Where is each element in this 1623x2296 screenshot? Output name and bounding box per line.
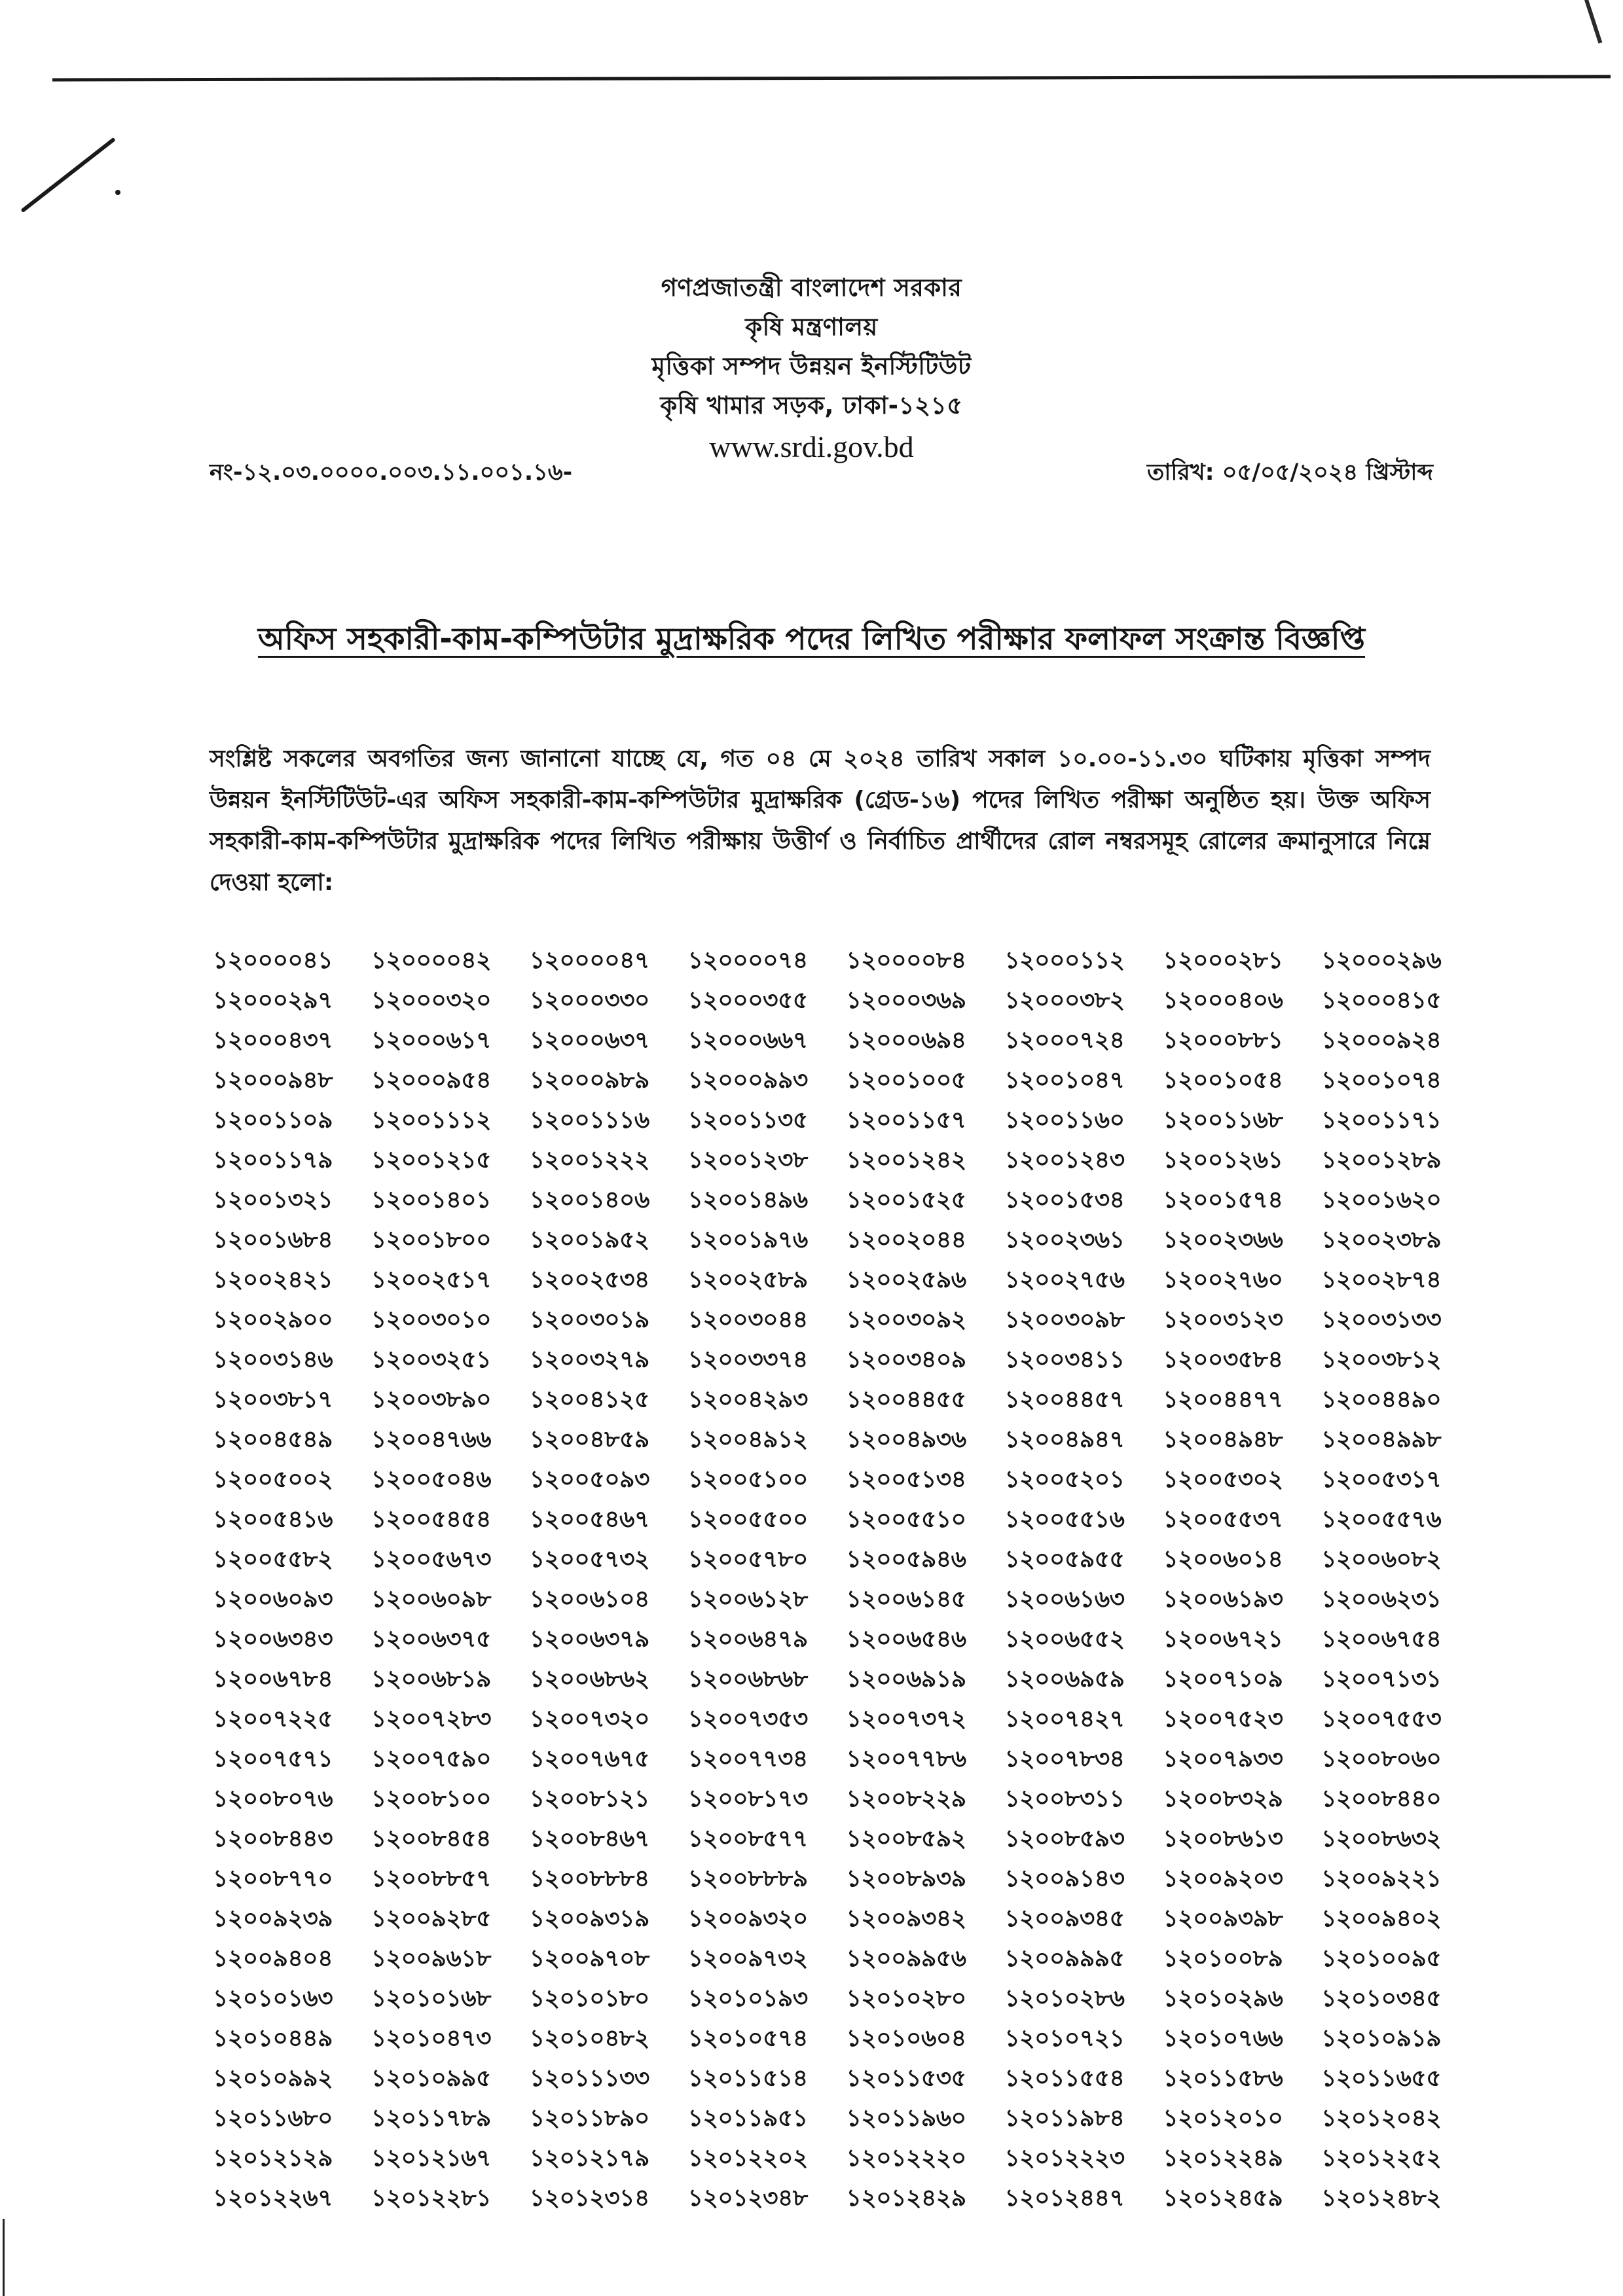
roll-number: ১২০০৩১৩৩ xyxy=(1321,1306,1442,1333)
roll-number: ১২০০০২৮১ xyxy=(1163,947,1283,974)
roll-number: ১২০০০৬৬৭ xyxy=(687,1027,808,1054)
roll-number: ১২০০১৪০৬ xyxy=(529,1187,649,1213)
roll-number: ১২০০৬৩৭৫ xyxy=(371,1626,492,1653)
roll-number: ১২০১১১৩৩ xyxy=(529,2065,649,2092)
roll-number: ১২০০৭৩৭২ xyxy=(846,1706,966,1732)
roll-number: ১২০০৮১২১ xyxy=(529,1785,649,1812)
roll-number: ১২০০৩৩৭৪ xyxy=(687,1346,808,1373)
roll-number: ১২০০৮৬১৩ xyxy=(1163,1825,1283,1852)
roll-number: ১২০০১৫৩৪ xyxy=(1004,1187,1125,1213)
roll-number: ১২০০৭২৮৩ xyxy=(371,1706,492,1732)
roll-number: ১২০০৬০৯৩ xyxy=(213,1586,333,1613)
roll-number: ১২০০৩১৪৬ xyxy=(213,1346,333,1373)
roll-number: ১২০০৫১০০ xyxy=(687,1466,808,1493)
roll-number: ১২০১০৪৭৩ xyxy=(371,2025,491,2052)
roll-number: ১২০০৯৩১৯ xyxy=(529,1905,649,1932)
roll-number: ১২০০২৫১৭ xyxy=(371,1266,491,1293)
roll-number: ১২০১০১৬৮ xyxy=(371,1985,491,2012)
roll-number: ১২০১১৬৮০ xyxy=(213,2105,333,2132)
roll-number: ১২০০৫৭৩২ xyxy=(529,1546,649,1573)
roll-number: ১২০০৭৩২০ xyxy=(529,1706,649,1732)
roll-number: ১২০০৮৫৯২ xyxy=(846,1825,966,1852)
roll-number: ১২০০০৪১৫ xyxy=(1321,987,1442,1014)
roll-number: ১২০১১৫৮৬ xyxy=(1163,2065,1283,2092)
roll-number: ১২০০২৫৩৪ xyxy=(529,1266,649,1293)
roll-number: ১২০০৪৮৫৯ xyxy=(529,1426,649,1453)
scan-corner-mark xyxy=(1584,0,1602,44)
roll-number: ১২০১২১৭৯ xyxy=(529,2145,649,2172)
roll-number: ১২০০৯৬১৮ xyxy=(371,1945,491,1972)
roll-number: ১২০০৭৫৫৩ xyxy=(1321,1706,1442,1732)
roll-number: ১২০০৫৩১৭ xyxy=(1321,1466,1442,1493)
roll-number: ১২০০০০৪৭ xyxy=(529,947,649,974)
roll-number: ১২০০১৫২৫ xyxy=(846,1187,966,1213)
roll-number: ১২০১০২৮৬ xyxy=(1004,1985,1125,2012)
roll-number: ১২০০৭৬৭৫ xyxy=(529,1746,649,1772)
roll-number: ১২০০৮১৭৩ xyxy=(687,1785,808,1812)
roll-number: ১২০০৫৫৩৭ xyxy=(1163,1506,1283,1533)
roll-number: ১২০০৬৫৪৬ xyxy=(846,1626,966,1653)
roll-number: ১২০১২০১০ xyxy=(1163,2105,1283,2132)
roll-number: ১২০০১২৬১ xyxy=(1163,1147,1283,1174)
roll-number: ১২০০৩২৫১ xyxy=(371,1346,491,1373)
roll-number: ১২০০৯২৩৯ xyxy=(213,1905,333,1932)
roll-number: ১২০০০৯২৪ xyxy=(1321,1027,1442,1054)
roll-number: ১২০০০২৯৭ xyxy=(213,987,333,1014)
top-rule-line xyxy=(52,75,1611,82)
roll-number: ১২০০০০৪২ xyxy=(371,947,492,974)
roll-number: ১২০০২০৪৪ xyxy=(846,1227,966,1253)
roll-number: ১২০০৫৫৮২ xyxy=(213,1546,333,1573)
roll-number: ১২০০০১১২ xyxy=(1004,947,1125,974)
roll-number: ১২০০৮৭৭০ xyxy=(213,1865,333,1892)
roll-number: ১২০০৬৮৬৮ xyxy=(687,1666,808,1693)
roll-number: ১২০০১৬২০ xyxy=(1321,1187,1442,1213)
roll-number: ১২০০৪৯৯৮ xyxy=(1321,1426,1442,1453)
roll-number: ১২০০০৩৫৫ xyxy=(687,987,808,1014)
roll-number: ১২০০৩০৯২ xyxy=(846,1306,966,1333)
notice-title: অফিস সহকারী-কাম-কম্পিউটার মুদ্রাক্ষরিক পদের লিখিত পরীক্ষার ফলাফল সংক্রান্ত বিজ্ঞপ্তি xyxy=(257,621,1366,657)
roll-number: ১২০০৫৫৭৬ xyxy=(1321,1506,1442,1533)
letterhead xyxy=(0,268,1623,469)
roll-number: ১২০১১৯৬০ xyxy=(846,2105,966,2132)
roll-number: ১২০০৬১০৪ xyxy=(529,1586,649,1613)
roll-number: ১২০০৯৯৫৬ xyxy=(846,1945,966,1972)
roll-number-grid xyxy=(213,941,1480,2218)
roll-number: ১২০০১১১৬ xyxy=(529,1107,649,1134)
roll-number: ১২০১১৭৮৯ xyxy=(371,2105,491,2132)
roll-number: ১২০০১১৩৫ xyxy=(687,1107,808,1134)
roll-number: ১২০০০৯৫৪ xyxy=(371,1067,491,1094)
roll-number: ১২০০৭৫২৩ xyxy=(1163,1706,1283,1732)
roll-number: ১২০০৬৫৫২ xyxy=(1004,1626,1125,1653)
roll-number: ১২০০৪৭৬৬ xyxy=(371,1426,492,1453)
roll-number: ১২০০০৭২৪ xyxy=(1004,1027,1125,1054)
roll-number: ১২০১২২৪৯ xyxy=(1163,2145,1283,2172)
roll-number: ১২০১০৯১৯ xyxy=(1321,2025,1442,2052)
roll-number: ১২০০৫৫০০ xyxy=(687,1506,808,1533)
roll-number: ১২০০৪৯১২ xyxy=(687,1426,808,1453)
roll-number: ১২০০৭১০৯ xyxy=(1163,1666,1283,1693)
roll-number: ১২০১০০৮৯ xyxy=(1163,1945,1283,1972)
roll-number: ১২০১০৪৪৯ xyxy=(213,2025,333,2052)
roll-number: ১২০০১০৪৭ xyxy=(1004,1067,1125,1094)
roll-number: ১২০০৯৭০৮ xyxy=(529,1945,649,1972)
roll-number: ১২০০৬৮৬২ xyxy=(529,1666,649,1693)
roll-number: ১২০১১৫৩৫ xyxy=(846,2065,966,2092)
roll-number: ১২০০৩৮১৭ xyxy=(213,1386,333,1413)
roll-number: ১২০০৬০৮২ xyxy=(1321,1546,1442,1573)
roll-number: ১২০১০৭২১ xyxy=(1004,2025,1125,2052)
roll-number: ১২০০৪৯৪৮ xyxy=(1163,1426,1283,1453)
roll-number: ১২০০২৪২১ xyxy=(213,1266,333,1293)
roll-number: ১২০০৯৭৩২ xyxy=(687,1945,808,1972)
roll-number: ১২০০৯৪০৪ xyxy=(213,1945,333,1972)
roll-number: ১২০০৬০১৪ xyxy=(1163,1546,1283,1573)
roll-number: ১২০০৮৮৮৯ xyxy=(687,1865,808,1892)
roll-number: ১২০১২২০২ xyxy=(687,2145,808,2172)
roll-number: ১২০০৮৪৬৭ xyxy=(529,1825,649,1852)
roll-number: ১২০১০৫৭৪ xyxy=(687,2025,808,2052)
roll-number: ১২০০৩১২৩ xyxy=(1163,1306,1283,1333)
roll-number: ১২০১০৭৬৬ xyxy=(1163,2025,1283,2052)
roll-number: ১২০০১০০৫ xyxy=(846,1067,966,1094)
roll-number: ১২০০৮৪৫৪ xyxy=(371,1825,491,1852)
roll-number: ১২০১০১৬৩ xyxy=(213,1985,333,2012)
roll-number: ১২০০৬২৩১ xyxy=(1321,1586,1442,1613)
roll-number: ১২০০০৯৪৮ xyxy=(213,1067,333,1094)
roll-number: ১২০০২৭৬০ xyxy=(1163,1266,1283,1293)
roll-number: ১২০০৯২০৩ xyxy=(1163,1865,1283,1892)
roll-number: ১২০১২৪৪৭ xyxy=(1004,2185,1125,2212)
institute-address: কৃষি খামার সড়ক, ঢাকা-১২১৫ xyxy=(660,391,963,420)
roll-number: ১২০০৩২৭৯ xyxy=(529,1346,649,1373)
roll-number: ১২০০০০৪১ xyxy=(213,947,333,974)
roll-number: ১২০০৮৫৯৩ xyxy=(1004,1825,1125,1852)
roll-number: ১২০০০৪৩৭ xyxy=(213,1027,333,1054)
institute-name: মৃত্তিকা সম্পদ উন্নয়ন ইনস্টিটিউট xyxy=(651,352,972,380)
roll-number: ১২০০৭৭৩৪ xyxy=(687,1746,808,1772)
ministry-name: কৃষি মন্ত্রণালয় xyxy=(745,313,878,341)
roll-number: ১২০০৬৭৮৪ xyxy=(213,1666,333,1693)
roll-number: ১২০০১২৩৮ xyxy=(687,1147,808,1174)
roll-number: ১২০০১০৫৪ xyxy=(1163,1067,1283,1094)
roll-number: ১২০০০৯৮৯ xyxy=(529,1067,649,1094)
roll-number: ১২০০৭৩৫৩ xyxy=(687,1706,808,1732)
roll-number: ১২০১২৩১৪ xyxy=(529,2185,649,2212)
roll-number: ১২০০৩০৯৮ xyxy=(1004,1306,1125,1333)
website-link[interactable]: www.srdi.gov.bd xyxy=(709,430,914,463)
roll-number: ১২০১১৯৮৪ xyxy=(1004,2105,1125,2132)
roll-number: ১২০০২৮৭৪ xyxy=(1321,1266,1442,1293)
roll-number: ১২০০৭১৩১ xyxy=(1321,1666,1442,1693)
roll-number: ১২০০০০৮৪ xyxy=(846,947,966,974)
notice-body: সংশ্লিষ্ট সকলের অবগতির জন্য জানানো যাচ্ছে যে, গত ০৪ মে ২০২৪ তারিখ সকাল ১০.০০-১১.৩০ ঘটিকায় মৃত্তিকা সম্পদ উন্নয়ন ইনস্টিটিউট-এর অফিস সহকারী-কাম-কম্পিউটার মুদ্রাক্ষরিক (গ্রেড-১৬) পদের লিখিত পরীক্ষা অনুষ্ঠিত হয়। উক্ত অফিস সহকারী-কাম-কম্পিউটার মুদ্রাক্ষরিক পদের লিখিত পরীক্ষায় উত্তীর্ণ ও নির্বাচিত প্রার্থীদের রোল নম্বরসমূহ রোলের ক্রমানুসারে নিম্নে দেওয়া হলো: xyxy=(210,745,1431,896)
roll-number: ১২০০৮৯৩৯ xyxy=(846,1865,966,1892)
roll-number: ১২০০২৩৮৯ xyxy=(1321,1227,1442,1253)
roll-number: ১২০০৬৩৪৩ xyxy=(213,1626,333,1653)
roll-number: ১২০০২৫৯৬ xyxy=(846,1266,966,1293)
roll-number: ১২০১২৪৫৯ xyxy=(1163,2185,1283,2212)
roll-number: ১২০০১৯৫২ xyxy=(529,1227,649,1253)
roll-number: ১২০০৫৫১৬ xyxy=(1004,1506,1125,1533)
roll-number: ১২০০৩০১৯ xyxy=(529,1306,649,1333)
roll-number: ১২০০৬৩৭৯ xyxy=(529,1626,649,1653)
roll-number: ১২০০০৬১৭ xyxy=(371,1027,492,1054)
roll-number: ১২০১২০৪২ xyxy=(1321,2105,1442,2132)
roll-number: ১২০০১১১২ xyxy=(371,1107,491,1134)
roll-number: ১২০০৮৫৭৭ xyxy=(687,1825,808,1852)
roll-number: ১২০০৮০৭৬ xyxy=(213,1785,333,1812)
roll-number: ১২০০৪১২৫ xyxy=(529,1386,649,1413)
roll-number: ১২০১১৮৯০ xyxy=(529,2105,649,2132)
roll-number: ১২০০৫৯৫৫ xyxy=(1004,1546,1125,1573)
memo-date: তারিখ: ০৫/০৫/২০২৪ খ্রিস্টাব্দ xyxy=(1146,459,1433,486)
roll-number: ১২০০৬৮১৯ xyxy=(371,1666,491,1693)
roll-number: ১২০১২২২৩ xyxy=(1004,2145,1125,2172)
govt-name: গণপ্রজাতন্ত্রী বাংলাদেশ সরকার xyxy=(661,274,962,302)
roll-number: ১২০০৮৩১১ xyxy=(1004,1785,1125,1812)
roll-number: ১২০০৯৩২০ xyxy=(687,1905,808,1932)
roll-number: ১২০০৭৭৮৬ xyxy=(846,1746,966,1772)
roll-number: ১২০১২৩৪৮ xyxy=(687,2185,808,2212)
roll-number: ১২০০৬৪৭৯ xyxy=(687,1626,808,1653)
roll-number: ১২০০২৩৬১ xyxy=(1004,1227,1125,1253)
roll-number: ১২০১১৬৫৫ xyxy=(1321,2065,1442,2092)
roll-number: ১২০০১৩২১ xyxy=(213,1187,333,1213)
roll-number: ১২০০৯৩৪৫ xyxy=(1004,1905,1125,1932)
roll-number: ১২০১০৬০৪ xyxy=(846,2025,966,2052)
roll-number: ১২০১০২৯৬ xyxy=(1163,1985,1283,2012)
roll-number: ১২০০৫০০২ xyxy=(213,1466,333,1493)
roll-number: ১২০০৪৪৫৫ xyxy=(846,1386,966,1413)
roll-number: ১২০০১১০৯ xyxy=(213,1107,333,1134)
roll-number: ১২০০৫০৯৩ xyxy=(529,1466,649,1493)
roll-number: ১২০০৯৩৪২ xyxy=(846,1905,966,1932)
roll-number: ১২০০৫৬৭৩ xyxy=(371,1546,492,1573)
roll-number: ১২০১০২৮০ xyxy=(846,1985,966,2012)
roll-number: ১২০০১৪৯৬ xyxy=(687,1187,808,1213)
roll-number: ১২০০৭৪২৭ xyxy=(1004,1706,1125,1732)
roll-number: ১২০০০৩২০ xyxy=(371,987,492,1014)
roll-number: ১২০১০১৮০ xyxy=(529,1985,649,2012)
roll-number: ১২০০৩৪০৯ xyxy=(846,1346,966,1373)
roll-number: ১২০০০২৯৬ xyxy=(1321,947,1442,974)
roll-number: ১২০০৬৯৫৯ xyxy=(1004,1666,1125,1693)
roll-number: ১২০০৬৯১৯ xyxy=(846,1666,966,1693)
roll-number: ১২০০৮৪৪৩ xyxy=(213,1825,333,1852)
roll-number: ১২০০১২২২ xyxy=(529,1147,649,1174)
roll-number: ১২০০০৩৬৯ xyxy=(846,987,966,1014)
roll-number: ১২০০৮৮৫৭ xyxy=(371,1865,491,1892)
roll-number: ১২০১২২৫২ xyxy=(1321,2145,1442,2172)
roll-number: ১২০০১১৫৭ xyxy=(846,1107,966,1134)
roll-number: ১২০০৭৫৯০ xyxy=(371,1746,491,1772)
roll-number: ১২০০৮১০০ xyxy=(371,1785,491,1812)
roll-number: ১২০০৫১৩৪ xyxy=(846,1466,966,1493)
roll-number: ১২০০৭২২৫ xyxy=(213,1706,333,1732)
roll-number: ১২০১২৪৮২ xyxy=(1321,2185,1442,2212)
roll-number: ১২০০৩৮১২ xyxy=(1321,1346,1442,1373)
roll-number: ১২০০৩৫৮৪ xyxy=(1163,1346,1283,1373)
roll-number: ১২০০৬৭৫৪ xyxy=(1321,1626,1442,1653)
roll-number: ১২০০৮৩২৯ xyxy=(1163,1785,1283,1812)
roll-number: ১২০০৭৫৭১ xyxy=(213,1746,333,1772)
roll-number: ১২০০৫৩০২ xyxy=(1163,1466,1283,1493)
roll-number: ১২০১০৩৪৫ xyxy=(1321,1985,1442,2012)
roll-number: ১২০০২৩৬৬ xyxy=(1163,1227,1283,1253)
roll-number: ১২০০৮৪৪০ xyxy=(1321,1785,1442,1812)
roll-number: ১২০১১৫১৪ xyxy=(687,2065,808,2092)
roll-number: ১২০০৬০৯৮ xyxy=(371,1586,491,1613)
roll-number: ১২০০৪৯৩৬ xyxy=(846,1426,966,1453)
roll-number: ১২০০০৩৩০ xyxy=(529,987,649,1014)
roll-number: ১২০০১২৮৯ xyxy=(1321,1147,1442,1174)
roll-number: ১২০০৯২২১ xyxy=(1321,1865,1442,1892)
roll-number: ১২০১২২৬৭ xyxy=(213,2185,333,2212)
roll-number: ১২০০৪৫৪৯ xyxy=(213,1426,333,1453)
roll-number: ১২০০৪৪৫৭ xyxy=(1004,1386,1125,1413)
roll-number: ১২০০৮২২৯ xyxy=(846,1785,966,1812)
roll-number: ১২০০৫৫১০ xyxy=(846,1506,966,1533)
roll-number: ১২০০১১৭৯ xyxy=(213,1147,333,1174)
roll-number: ১২০০১৯৭৬ xyxy=(687,1227,808,1253)
roll-number: ১২০০০০৭৪ xyxy=(687,947,808,974)
roll-number: ১২০০১২১৫ xyxy=(371,1147,491,1174)
roll-number: ১২০০১১৭১ xyxy=(1321,1107,1442,1134)
roll-number: ১২০০১২৪২ xyxy=(846,1147,966,1174)
roll-number: ১২০১০০৯৫ xyxy=(1321,1945,1442,1972)
roll-number: ১২০০৭৯৩৩ xyxy=(1163,1746,1283,1772)
roll-number: ১২০০৮০৬০ xyxy=(1321,1746,1442,1772)
roll-number: ১২০০০৩৮২ xyxy=(1004,987,1125,1014)
roll-number: ১২০১২৪২৯ xyxy=(846,2185,966,2212)
roll-number: ১২০১০৪৮২ xyxy=(529,2025,649,2052)
roll-number: ১২০০২৯০০ xyxy=(213,1306,333,1333)
roll-number: ১২০০১১৬৮ xyxy=(1163,1107,1283,1134)
roll-number: ১২০০৮৮৮৪ xyxy=(529,1865,649,1892)
roll-number: ১২০০৯৩৯৮ xyxy=(1163,1905,1283,1932)
roll-number: ১২০০৫২০১ xyxy=(1004,1466,1125,1493)
roll-number: ১২০০৬১৯৩ xyxy=(1163,1586,1283,1613)
roll-number: ১২০০৯১৪৩ xyxy=(1004,1865,1125,1892)
roll-number: ১২০০১৮০০ xyxy=(371,1227,491,1253)
roll-number: ১২০০৪৪৭৭ xyxy=(1163,1386,1283,1413)
pen-tick-mark xyxy=(20,137,116,213)
roll-number: ১২০০৪৪৯০ xyxy=(1321,1386,1442,1413)
roll-number: ১২০০৪৯৪৭ xyxy=(1004,1426,1125,1453)
roll-number: ১২০০৩০১০ xyxy=(371,1306,492,1333)
roll-number: ১২০০৪২৯৩ xyxy=(687,1386,808,1413)
roll-number: ১২০০০৪০৬ xyxy=(1163,987,1283,1014)
roll-number: ১২০০৭৮৩৪ xyxy=(1004,1746,1125,1772)
roll-number: ১২০০২৭৫৬ xyxy=(1004,1266,1125,1293)
roll-number: ১২০১০৯৯২ xyxy=(213,2065,333,2092)
scan-edge-mark xyxy=(3,2219,5,2296)
roll-number: ১২০০৬১২৮ xyxy=(687,1586,808,1613)
roll-number: ১২০০৩৪১১ xyxy=(1004,1346,1125,1373)
roll-number: ১২০০৬৭২১ xyxy=(1163,1626,1283,1653)
roll-number: ১২০১২২৮১ xyxy=(371,2185,491,2212)
roll-number: ১২০১০১৯৩ xyxy=(687,1985,808,2012)
roll-number: ১২০০০৮৮১ xyxy=(1163,1027,1283,1054)
roll-number: ১২০০১২৪৩ xyxy=(1004,1147,1125,1174)
roll-number: ১২০০৫৪৫৪ xyxy=(371,1506,491,1533)
roll-number: ১২০০৫৭৮০ xyxy=(687,1546,808,1573)
roll-number: ১২০১২২২০ xyxy=(846,2145,966,2172)
roll-number: ১২০১১৯৫১ xyxy=(687,2105,808,2132)
roll-number: ১২০০৯২৮৫ xyxy=(371,1905,491,1932)
roll-number: ১২০০০৯৯৩ xyxy=(687,1067,808,1094)
roll-number: ১২০০৬১৬৩ xyxy=(1004,1586,1125,1613)
roll-number: ১২০০০৬৯৪ xyxy=(846,1027,966,1054)
roll-number: ১২০০২৫৮৯ xyxy=(687,1266,808,1293)
roll-number: ১২০১২১৬৭ xyxy=(371,2145,491,2172)
roll-number: ১২০০০৬৩৭ xyxy=(529,1027,649,1054)
roll-number: ১২০০১১৬০ xyxy=(1004,1107,1125,1134)
roll-number: ১২০০১৪০১ xyxy=(371,1187,491,1213)
memo-number: নং-১২.০৩.০০০০.০০৩.১১.০০১.১৬- xyxy=(210,459,573,486)
roll-number: ১২০১১৫৫৪ xyxy=(1004,2065,1125,2092)
roll-number: ১২০০১০৭৪ xyxy=(1321,1067,1442,1094)
roll-number: ১২০০৯৪০২ xyxy=(1321,1905,1442,1932)
roll-number: ১২০০৫৪১৬ xyxy=(213,1506,333,1533)
roll-number: ১২০০৫৪৬৭ xyxy=(529,1506,649,1533)
roll-number: ১২০০৮৬৩২ xyxy=(1321,1825,1442,1852)
roll-number: ১২০০১৬৮৪ xyxy=(213,1227,333,1253)
roll-number: ১২০০৫০৪৬ xyxy=(371,1466,491,1493)
roll-number: ১২০০১৫৭৪ xyxy=(1163,1187,1283,1213)
roll-number: ১২০০৬১৪৫ xyxy=(846,1586,966,1613)
pen-tick-dot xyxy=(115,190,120,195)
roll-number: ১২০০৫৯৪৬ xyxy=(846,1546,966,1573)
roll-number: ১২০০৩০৪৪ xyxy=(687,1306,808,1333)
roll-number: ১২০১২১২৯ xyxy=(213,2145,333,2172)
roll-number: ১২০১০৯৯৫ xyxy=(371,2065,491,2092)
roll-number: ১২০০৯৯৯৫ xyxy=(1004,1945,1125,1972)
roll-number: ১২০০৩৮৯০ xyxy=(371,1386,491,1413)
